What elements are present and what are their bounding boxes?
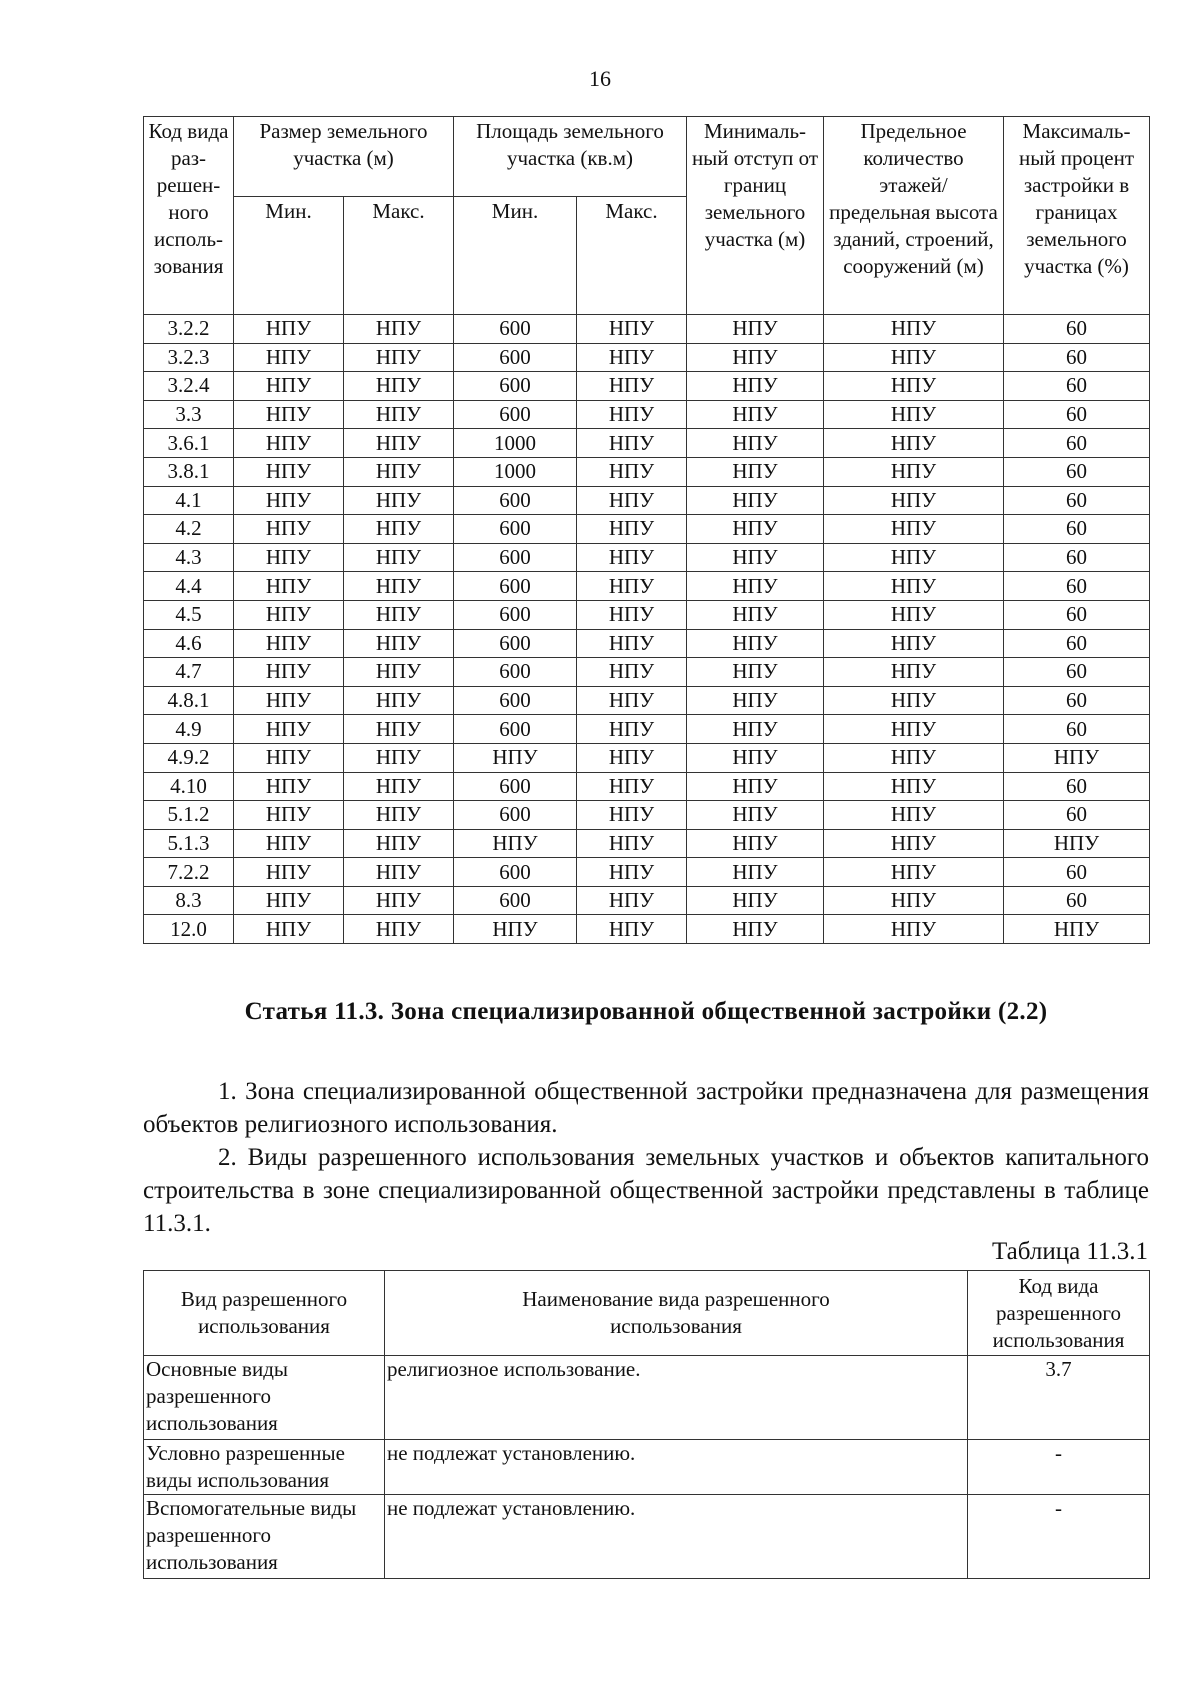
cell-size-max: НПУ	[344, 915, 454, 944]
cell-size-max: НПУ	[344, 400, 454, 429]
cell-percent: 60	[1004, 315, 1150, 344]
cell-setback: НПУ	[687, 658, 824, 687]
header-usage-kind: Вид разрешенного использования	[144, 1271, 385, 1356]
cell-floors: НПУ	[824, 915, 1004, 944]
cell-setback: НПУ	[687, 543, 824, 572]
cell-floors: НПУ	[824, 486, 1004, 515]
cell-size-min: НПУ	[234, 457, 344, 486]
table-caption: Таблица 11.3.1	[992, 1238, 1148, 1265]
cell-floors: НПУ	[824, 343, 1004, 372]
cell-area-max: НПУ	[577, 343, 687, 372]
cell-size-max: НПУ	[344, 572, 454, 601]
table-row	[144, 372, 1150, 401]
cell-size-min: НПУ	[234, 772, 344, 801]
parameters-table-body	[144, 315, 1150, 944]
cell-percent: 60	[1004, 343, 1150, 372]
table-row	[144, 515, 1150, 544]
cell-area-max: НПУ	[577, 801, 687, 830]
cell-size-min: НПУ	[234, 629, 344, 658]
cell-size-max: НПУ	[344, 658, 454, 687]
cell-area-min: 1000	[454, 429, 577, 458]
cell-size-max: НПУ	[344, 743, 454, 772]
table-row	[144, 343, 1150, 372]
cell-area-min: 600	[454, 315, 577, 344]
cell-area-max: НПУ	[577, 686, 687, 715]
table-row	[144, 600, 1150, 629]
cell-name: не подлежат установлению.	[385, 1495, 968, 1579]
cell-size-max: НПУ	[344, 486, 454, 515]
cell-code: 4.1	[144, 486, 234, 515]
cell-percent: 60	[1004, 400, 1150, 429]
cell-code: 3.8.1	[144, 457, 234, 486]
cell-setback: НПУ	[687, 801, 824, 830]
cell-area-min: 600	[454, 343, 577, 372]
cell-code: 5.1.2	[144, 801, 234, 830]
cell-area-max: НПУ	[577, 829, 687, 858]
cell-size-min: НПУ	[234, 915, 344, 944]
cell-size-min: НПУ	[234, 886, 344, 915]
cell-percent: 60	[1004, 515, 1150, 544]
cell-area-max: НПУ	[577, 915, 687, 944]
cell-code: 3.6.1	[144, 429, 234, 458]
cell-size-min: НПУ	[234, 343, 344, 372]
cell-setback: НПУ	[687, 400, 824, 429]
table-row	[144, 1495, 1150, 1579]
table-row	[144, 1440, 1150, 1495]
cell-area-min: 600	[454, 543, 577, 572]
cell-percent: 60	[1004, 372, 1150, 401]
paragraph-2	[143, 1141, 1149, 1240]
cell-area-min: 600	[454, 858, 577, 887]
cell-area-max: НПУ	[577, 715, 687, 744]
header-min-setback: Минималь-ный отступ от границ земельного участка (м)	[687, 117, 824, 315]
cell-code: 4.5	[144, 600, 234, 629]
cell-size-min: НПУ	[234, 829, 344, 858]
cell-area-min: 600	[454, 515, 577, 544]
cell-size-min: НПУ	[234, 543, 344, 572]
table-row	[144, 772, 1150, 801]
cell-area-min: 600	[454, 572, 577, 601]
cell-size-max: НПУ	[344, 372, 454, 401]
cell-area-max: НПУ	[577, 429, 687, 458]
cell-area-min: 600	[454, 658, 577, 687]
cell-code: 12.0	[144, 915, 234, 944]
cell-area-max: НПУ	[577, 315, 687, 344]
cell-floors: НПУ	[824, 658, 1004, 687]
cell-setback: НПУ	[687, 772, 824, 801]
cell-floors: НПУ	[824, 572, 1004, 601]
cell-size-min: НПУ	[234, 715, 344, 744]
table-row	[144, 858, 1150, 887]
cell-floors: НПУ	[824, 515, 1004, 544]
cell-floors: НПУ	[824, 315, 1004, 344]
cell-percent: 60	[1004, 886, 1150, 915]
cell-setback: НПУ	[687, 372, 824, 401]
table-row	[144, 829, 1150, 858]
header-area-min: Мин.	[454, 197, 577, 315]
article-heading: Статья 11.3. Зона специализированной общественной застройки (2.2)	[244, 998, 1048, 1025]
cell-size-min: НПУ	[234, 372, 344, 401]
cell-setback: НПУ	[687, 686, 824, 715]
cell-kind: Вспомогательные виды разрешенного использования	[144, 1495, 385, 1579]
cell-code: 5.1.3	[144, 829, 234, 858]
cell-code: 4.8.1	[144, 686, 234, 715]
cell-size-min: НПУ	[234, 486, 344, 515]
table-row	[144, 886, 1150, 915]
header-area-max: Макс.	[577, 197, 687, 315]
cell-size-max: НПУ	[344, 829, 454, 858]
table-row	[144, 715, 1150, 744]
page-number: 16	[589, 66, 611, 91]
cell-code: -	[968, 1495, 1150, 1579]
cell-area-max: НПУ	[577, 515, 687, 544]
cell-percent: 60	[1004, 486, 1150, 515]
cell-setback: НПУ	[687, 829, 824, 858]
cell-area-max: НПУ	[577, 743, 687, 772]
table-row	[144, 658, 1150, 687]
table-row	[144, 686, 1150, 715]
usage-types-table	[143, 1270, 1150, 1579]
cell-area-max: НПУ	[577, 543, 687, 572]
cell-name: не подлежат установлению.	[385, 1440, 968, 1495]
header-size-min: Мин.	[234, 197, 344, 315]
cell-area-max: НПУ	[577, 600, 687, 629]
cell-area-min: 600	[454, 400, 577, 429]
cell-percent: 60	[1004, 658, 1150, 687]
cell-floors: НПУ	[824, 429, 1004, 458]
paragraph-1	[143, 1075, 1149, 1141]
cell-floors: НПУ	[824, 400, 1004, 429]
cell-area-max: НПУ	[577, 572, 687, 601]
cell-size-max: НПУ	[344, 515, 454, 544]
cell-kind: Основные виды разрешенного использования	[144, 1356, 385, 1440]
table-row	[144, 315, 1150, 344]
cell-area-max: НПУ	[577, 457, 687, 486]
cell-floors: НПУ	[824, 629, 1004, 658]
table-row	[144, 429, 1150, 458]
cell-setback: НПУ	[687, 429, 824, 458]
parameters-table	[143, 116, 1150, 944]
cell-size-min: НПУ	[234, 600, 344, 629]
cell-percent: 60	[1004, 715, 1150, 744]
cell-floors: НПУ	[824, 715, 1004, 744]
cell-setback: НПУ	[687, 743, 824, 772]
cell-code: 4.3	[144, 543, 234, 572]
cell-setback: НПУ	[687, 629, 824, 658]
header-size-max: Макс.	[344, 197, 454, 315]
cell-floors: НПУ	[824, 457, 1004, 486]
usage-types-table-body	[144, 1356, 1150, 1579]
cell-name: религиозное использование.	[385, 1356, 968, 1440]
table-row	[144, 801, 1150, 830]
cell-size-max: НПУ	[344, 686, 454, 715]
cell-area-max: НПУ	[577, 629, 687, 658]
cell-size-max: НПУ	[344, 858, 454, 887]
cell-code: -	[968, 1440, 1150, 1495]
cell-setback: НПУ	[687, 343, 824, 372]
cell-code: 4.10	[144, 772, 234, 801]
cell-percent: 60	[1004, 858, 1150, 887]
cell-floors: НПУ	[824, 743, 1004, 772]
table-row	[144, 1356, 1150, 1440]
cell-floors: НПУ	[824, 886, 1004, 915]
cell-code: 3.2.2	[144, 315, 234, 344]
cell-percent: НПУ	[1004, 915, 1150, 944]
cell-size-max: НПУ	[344, 886, 454, 915]
cell-floors: НПУ	[824, 801, 1004, 830]
cell-area-min: 600	[454, 886, 577, 915]
table-row	[144, 743, 1150, 772]
cell-setback: НПУ	[687, 457, 824, 486]
cell-size-max: НПУ	[344, 429, 454, 458]
cell-kind: Условно разрешенные виды использования	[144, 1440, 385, 1495]
table-row	[144, 915, 1150, 944]
cell-size-min: НПУ	[234, 400, 344, 429]
table-row	[144, 400, 1150, 429]
cell-area-max: НПУ	[577, 372, 687, 401]
cell-percent: 60	[1004, 572, 1150, 601]
cell-percent: 60	[1004, 772, 1150, 801]
cell-area-min: 600	[454, 372, 577, 401]
cell-size-max: НПУ	[344, 543, 454, 572]
cell-area-min: 600	[454, 629, 577, 658]
cell-size-min: НПУ	[234, 515, 344, 544]
cell-setback: НПУ	[687, 315, 824, 344]
cell-area-max: НПУ	[577, 886, 687, 915]
cell-size-max: НПУ	[344, 629, 454, 658]
table-row	[144, 486, 1150, 515]
cell-floors: НПУ	[824, 372, 1004, 401]
cell-percent: НПУ	[1004, 743, 1150, 772]
cell-percent: 60	[1004, 629, 1150, 658]
cell-code: 4.4	[144, 572, 234, 601]
cell-area-min: 600	[454, 686, 577, 715]
cell-floors: НПУ	[824, 829, 1004, 858]
cell-code: 3.3	[144, 400, 234, 429]
cell-area-max: НПУ	[577, 772, 687, 801]
cell-setback: НПУ	[687, 600, 824, 629]
cell-setback: НПУ	[687, 715, 824, 744]
cell-percent: НПУ	[1004, 829, 1150, 858]
cell-size-max: НПУ	[344, 801, 454, 830]
cell-code: 3.2.4	[144, 372, 234, 401]
cell-area-min: 600	[454, 715, 577, 744]
cell-percent: 60	[1004, 429, 1150, 458]
table-row	[144, 543, 1150, 572]
cell-area-min: НПУ	[454, 915, 577, 944]
header-plot-area: Площадь земельного участка (кв.м)	[454, 117, 687, 197]
table-row	[144, 629, 1150, 658]
cell-area-max: НПУ	[577, 658, 687, 687]
header-usage-name: Наименование вида разрешенного использования	[385, 1271, 968, 1356]
cell-size-min: НПУ	[234, 658, 344, 687]
cell-size-min: НПУ	[234, 743, 344, 772]
cell-size-max: НПУ	[344, 343, 454, 372]
cell-code: 4.6	[144, 629, 234, 658]
cell-percent: 60	[1004, 457, 1150, 486]
cell-percent: 60	[1004, 600, 1150, 629]
cell-size-min: НПУ	[234, 572, 344, 601]
cell-setback: НПУ	[687, 858, 824, 887]
cell-area-min: 1000	[454, 457, 577, 486]
cell-size-min: НПУ	[234, 315, 344, 344]
cell-code: 4.7	[144, 658, 234, 687]
cell-size-max: НПУ	[344, 715, 454, 744]
cell-floors: НПУ	[824, 772, 1004, 801]
cell-floors: НПУ	[824, 600, 1004, 629]
cell-setback: НПУ	[687, 572, 824, 601]
cell-setback: НПУ	[687, 886, 824, 915]
cell-size-max: НПУ	[344, 315, 454, 344]
cell-area-min: НПУ	[454, 829, 577, 858]
cell-size-min: НПУ	[234, 429, 344, 458]
cell-area-max: НПУ	[577, 858, 687, 887]
cell-code: 4.9	[144, 715, 234, 744]
cell-code: 8.3	[144, 886, 234, 915]
cell-area-min: 600	[454, 772, 577, 801]
header-code: Код вида раз-решен-ного исполь-зования	[144, 117, 234, 315]
header-max-percent: Максималь-ный процент застройки в границах земельного участка (%)	[1004, 117, 1150, 315]
cell-code: 4.2	[144, 515, 234, 544]
table-row	[144, 572, 1150, 601]
cell-size-max: НПУ	[344, 772, 454, 801]
cell-size-min: НПУ	[234, 801, 344, 830]
cell-area-max: НПУ	[577, 400, 687, 429]
table-row	[144, 457, 1150, 486]
cell-size-max: НПУ	[344, 600, 454, 629]
cell-floors: НПУ	[824, 686, 1004, 715]
cell-area-min: НПУ	[454, 743, 577, 772]
cell-area-min: 600	[454, 486, 577, 515]
cell-code: 4.9.2	[144, 743, 234, 772]
cell-percent: 60	[1004, 543, 1150, 572]
paragraph-1-text: 1. Зона специализированной общественной застройки предназначена для размещения объектов религиозного использования.	[143, 1078, 1149, 1138]
cell-size-max: НПУ	[344, 457, 454, 486]
cell-size-min: НПУ	[234, 858, 344, 887]
cell-area-min: 600	[454, 600, 577, 629]
paragraph-2-text: 2. Виды разрешенного использования земельных участков и объектов капитального строительства в зоне специализированной общественной застройки представлены в таблице 11.3.1.	[143, 1144, 1149, 1237]
cell-area-min: 600	[454, 801, 577, 830]
cell-floors: НПУ	[824, 858, 1004, 887]
cell-percent: 60	[1004, 686, 1150, 715]
header-floors: Предельное количество этажей/ предельная высота зданий, строений, сооружений (м)	[824, 117, 1004, 315]
cell-size-min: НПУ	[234, 686, 344, 715]
cell-floors: НПУ	[824, 543, 1004, 572]
header-usage-code: Код вида разрешенного использования	[968, 1271, 1150, 1356]
cell-setback: НПУ	[687, 486, 824, 515]
cell-code: 3.7	[968, 1356, 1150, 1440]
cell-area-max: НПУ	[577, 486, 687, 515]
cell-code: 7.2.2	[144, 858, 234, 887]
header-plot-size: Размер земельного участка (м)	[234, 117, 454, 197]
cell-code: 3.2.3	[144, 343, 234, 372]
cell-setback: НПУ	[687, 915, 824, 944]
cell-percent: 60	[1004, 801, 1150, 830]
cell-setback: НПУ	[687, 515, 824, 544]
